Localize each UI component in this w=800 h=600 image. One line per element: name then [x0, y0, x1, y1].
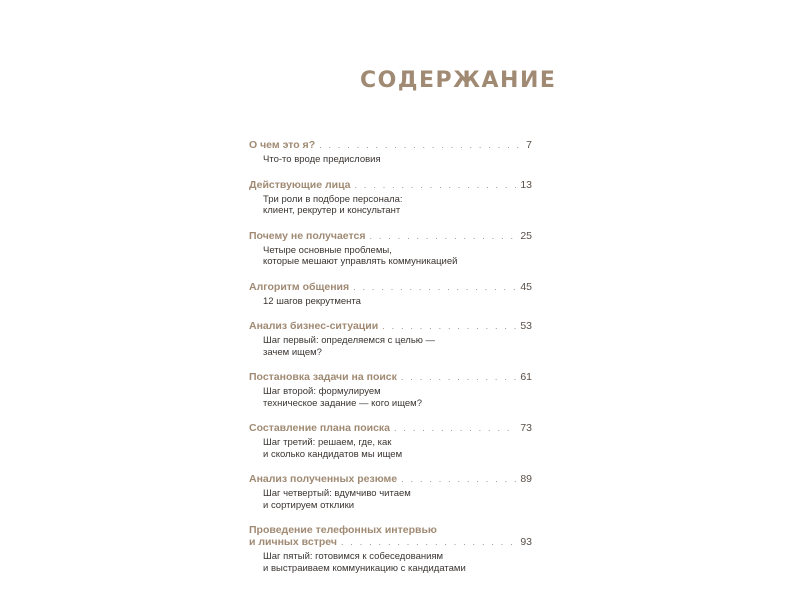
toc-entry-page-number: 13	[520, 178, 532, 191]
toc-entry-subtitle-line: Шаг первый: определяемся с целью —	[263, 335, 436, 346]
toc-entry	[249, 320, 532, 358]
toc-entry-subtitle-line: которые мешают управлять коммуникацией	[263, 256, 458, 267]
dot-leader	[382, 320, 516, 332]
toc-entry-subtitle-line: 12 шагов рекрутмента	[263, 295, 361, 307]
toc-entry-subtitle	[263, 245, 532, 268]
dot-leader	[401, 371, 516, 383]
toc-entry-title: Анализ полученных резюме	[249, 473, 398, 485]
toc-entry	[249, 371, 532, 409]
toc-entry-page-number: 61	[520, 371, 532, 383]
toc-entry-subtitle-line: Четыре основные проблемы,	[263, 244, 392, 256]
toc-entry-heading	[249, 320, 532, 332]
toc-entry	[249, 422, 532, 460]
toc-entry-heading	[249, 536, 532, 548]
toc-entry-subtitle-line: Шаг второй: формулируем	[263, 386, 381, 397]
toc-entry-subtitle	[263, 386, 532, 409]
toc-entry-subtitle	[263, 551, 532, 574]
toc-entry-heading	[249, 139, 532, 151]
toc-entry	[249, 230, 532, 268]
dot-leader	[369, 230, 516, 242]
toc-entry-subtitle-line: клиент, рекрутер и консультант	[263, 205, 401, 216]
toc-entry-page-number: 45	[520, 280, 532, 293]
toc-entry-title-line: Проведение телефонных интервью	[249, 524, 437, 536]
dot-leader	[341, 536, 516, 548]
toc-entry-title: Почему не получается	[249, 229, 366, 242]
toc-entry-subtitle-line: Три роли в подборе персонала:	[263, 193, 403, 205]
dot-leader	[353, 281, 516, 293]
toc-entry-title: О чем это я?	[249, 139, 316, 151]
dot-leader	[319, 139, 522, 151]
toc-entry-heading	[249, 281, 532, 293]
toc-entry-page-number: 89	[520, 473, 532, 485]
toc-entry-subtitle	[263, 437, 532, 460]
toc-entry-subtitle	[263, 154, 532, 166]
toc-entry-subtitle-line: Шаг третий: решаем, где, как	[263, 437, 392, 448]
toc-entry-page-number: 53	[520, 320, 532, 332]
toc-entry-title: Постановка задачи на поиск	[249, 371, 397, 383]
toc-entry-page-number: 7	[526, 139, 532, 151]
toc-entry-subtitle	[263, 488, 532, 511]
toc-entry-heading	[249, 473, 532, 485]
toc-entry-subtitle-line: зачем ищем?	[263, 346, 322, 358]
toc-entry-subtitle-line: Шаг четвертый: вдумчиво читаем	[263, 488, 411, 499]
toc-entry-subtitle-line: техническое задание — кого ищем?	[263, 397, 422, 409]
dot-leader	[394, 422, 516, 434]
toc-entry-subtitle-line: и сортируем отклики	[263, 499, 355, 511]
toc-entry-page-number: 25	[520, 229, 532, 242]
toc-entry-title: Составление плана поиска	[249, 422, 391, 434]
dot-leader	[355, 179, 517, 191]
toc-entry-heading	[249, 371, 532, 383]
toc-entry-subtitle-line: Что-то вроде предисловия	[263, 154, 381, 165]
toc-entry	[249, 524, 532, 574]
toc-entry	[249, 281, 532, 308]
toc-entry-subtitle-line: Шаг пятый: готовимся к собеседованиям	[263, 551, 444, 562]
toc-list	[249, 139, 532, 583]
toc-entry	[249, 179, 532, 217]
toc-entry-title: Алгоритм общения	[249, 280, 350, 293]
toc-entry	[249, 473, 532, 511]
toc-entry-subtitle-line: и выстраиваем коммуникацию с кандидатами	[263, 562, 466, 574]
dot-leader	[401, 473, 516, 485]
toc-entry-page-number: 73	[520, 422, 532, 434]
toc-entry-heading	[249, 422, 532, 434]
toc-entry-title: Анализ бизнес-ситуации	[249, 320, 379, 332]
toc-entry-subtitle-line: и сколько кандидатов мы ищем	[263, 448, 403, 460]
toc-entry-subtitle	[263, 335, 532, 358]
toc-entry	[249, 139, 532, 166]
toc-entry-subtitle	[263, 194, 532, 217]
toc-entry-heading	[249, 230, 532, 242]
toc-entry-title: и личных встреч	[249, 536, 337, 548]
toc-entry-title: Действующие лица	[249, 178, 351, 191]
toc-entry-heading	[249, 179, 532, 191]
toc-entry-page-number: 93	[520, 536, 532, 548]
page-title: СОДЕРЖАНИЕ	[360, 68, 557, 93]
toc-entry-subtitle	[263, 296, 532, 308]
